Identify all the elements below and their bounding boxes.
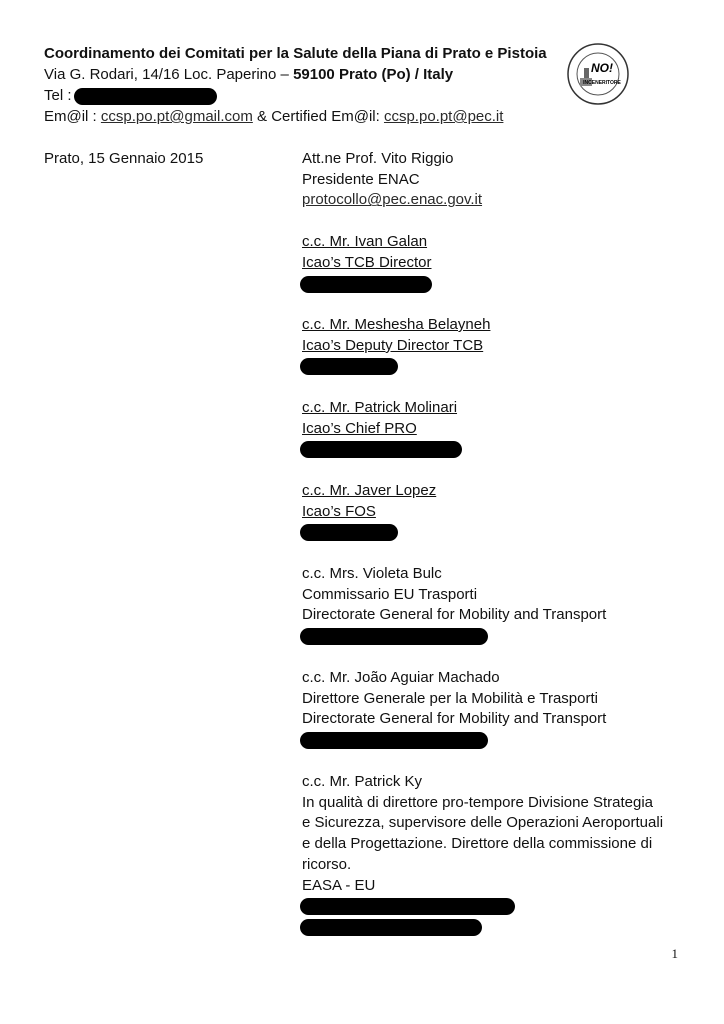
certified-email-link[interactable]: ccsp.po.pt@pec.it [383,108,504,125]
recipient-email-link[interactable]: protocollo@pec.enac.gov.it [302,191,483,209]
recipient-enac [302,149,482,211]
recipient-title: Presidente ENAC [302,170,420,188]
recipient-name: c.c. Mrs. Violeta Bulc [302,565,442,582]
recipient-eu-machado [302,668,606,730]
recipient-title: Commissario EU Trasporti [302,585,478,603]
date-line: Prato, 15 Gennaio 2015 [44,150,204,167]
email-line [44,107,503,127]
recipient-role-line-2: e Sicurezza, supervisore delle Operazioni Aeroportuali [302,814,664,832]
no-incinerator-logo [566,42,630,106]
recipient-eu-bulc [302,564,606,626]
redacted-contact [300,919,482,936]
redacted-contact [300,898,515,915]
redacted-phone [74,88,217,105]
recipient-name: c.c. Mr. Meshesha Belayneh [302,316,491,333]
recipient-title: Icao’s TCB Director [302,253,432,271]
redacted-contact [300,524,398,541]
recipient-organization: EASA - EU [302,876,376,894]
organization-name: Coordinamento dei Comitati per la Salute della Piana di Prato e Pistoia [44,45,547,62]
recipient-title: Direttore Generale per la Mobilità e Trasporti [302,689,598,707]
address-line [44,65,453,85]
recipient-name: c.c. Mr. Patrick Molinari [302,399,458,416]
recipient-icao-molinari [302,398,457,439]
recipient-role-line-3: e della Progettazione. Direttore della commissione di [302,835,653,853]
redacted-contact [300,276,432,293]
recipient-name: c.c. Mr. Ivan Galan [302,233,428,250]
redacted-contact [300,358,398,375]
logo-subtext: INCENERITORE [583,80,621,86]
redacted-contact [300,732,488,749]
recipient-easa-ky [302,772,663,896]
address-street: Via G. Rodari, 14/16 Loc. Paperino – [44,66,289,83]
logo-text: NO! [591,61,613,75]
email-separator: & Certified Em@il: [257,108,380,125]
recipient-name: c.c. Mr. João Aguiar Machado [302,669,500,686]
recipient-role-line-4: ricorso. [302,855,352,873]
recipient-name: Att.ne Prof. Vito Riggio [302,150,454,167]
recipient-icao-galan [302,232,432,273]
email-label: Em@il : [44,108,97,125]
page-number: 1 [671,946,678,961]
tel-label: Tel : [44,87,72,104]
email-link[interactable]: ccsp.po.pt@gmail.com [100,108,253,125]
recipient-title: Icao’s FOS [302,502,376,520]
recipient-icao-lopez [302,481,436,522]
tel-line [44,86,72,106]
address-city: 59100 Prato (Po) / Italy [293,66,454,83]
recipient-icao-belayneh [302,315,490,356]
recipient-name: c.c. Mr. Patrick Ky [302,773,423,790]
recipient-title: Icao’s Chief PRO [302,419,417,437]
recipient-name: c.c. Mr. Javer Lopez [302,482,437,499]
recipient-department: Directorate General for Mobility and Transport [302,606,607,624]
recipient-department: Directorate General for Mobility and Transport [302,710,607,728]
redacted-contact [300,441,462,458]
recipient-role-line-1: In qualità di direttore pro-tempore Divisione Strategia [302,793,654,811]
redacted-contact [300,628,488,645]
recipient-title: Icao’s Deputy Director TCB [302,336,484,354]
